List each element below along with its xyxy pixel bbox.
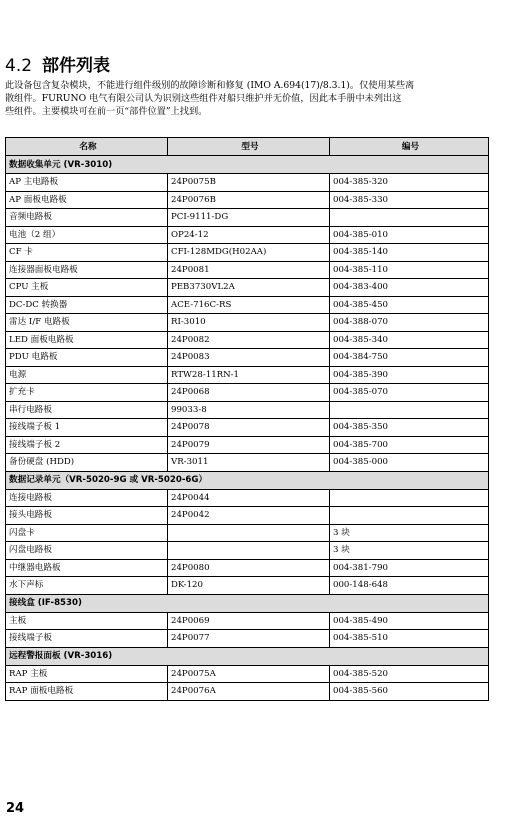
table-row: [6, 489, 489, 507]
part-model-cell: RTW28-11RN-1: [168, 366, 330, 384]
part-code-cell: 004-385-330: [330, 191, 489, 209]
parts-table-body: [6, 156, 489, 701]
section-title: 接线盒 (IF-8530): [6, 594, 489, 612]
part-code-cell: 004-385-510: [330, 630, 489, 648]
section-row: [6, 647, 489, 665]
part-name-cell: 电源: [6, 366, 168, 384]
part-name-cell: 雷达 I/F 电路板: [6, 314, 168, 332]
intro-paragraph: [5, 79, 491, 118]
part-model-cell: 24P0082: [168, 331, 330, 349]
part-name-cell: RAP 面板电路板: [6, 683, 168, 701]
part-name-cell: LED 面板电路板: [6, 331, 168, 349]
table-row: [6, 244, 489, 262]
part-name-cell: 连接电路板: [6, 489, 168, 507]
part-name-cell: 扩充卡: [6, 384, 168, 402]
table-row: [6, 683, 489, 701]
part-name-cell: 电池（2 组）: [6, 226, 168, 244]
part-code-cell: 004-385-070: [330, 384, 489, 402]
part-model-cell: [168, 524, 330, 542]
section-row: [6, 594, 489, 612]
intro-line: 散组件。FURUNO 电气有限公司认为识别这些组件对船只维护并无价值，因此本手册中未列出这: [5, 93, 402, 104]
part-model-cell: [168, 542, 330, 560]
part-model-cell: 24P0083: [168, 349, 330, 367]
part-code-cell: 004-385-350: [330, 419, 489, 437]
part-code-cell: 004-385-450: [330, 296, 489, 314]
table-row: [6, 314, 489, 332]
part-name-cell: 接线端子板 1: [6, 419, 168, 437]
table-row: [6, 524, 489, 542]
part-code-cell: 3 块: [330, 542, 489, 560]
part-model-cell: 24P0068: [168, 384, 330, 402]
part-model-cell: 24P0069: [168, 612, 330, 630]
part-name-cell: 串行电路板: [6, 401, 168, 419]
part-code-cell: 004-383-400: [330, 279, 489, 297]
part-name-cell: 水下声标: [6, 577, 168, 595]
table-row: [6, 366, 489, 384]
part-code-cell: 004-385-000: [330, 454, 489, 472]
part-model-cell: 24P0076A: [168, 683, 330, 701]
part-code-cell: 004-385-490: [330, 612, 489, 630]
part-code-cell: 004-385-140: [330, 244, 489, 262]
intro-line: 些组件。主要模块可在前一页“部件位置”上找到。: [5, 106, 208, 117]
part-code-cell: 3 块: [330, 524, 489, 542]
part-model-cell: VR-3011: [168, 454, 330, 472]
part-name-cell: 音频电路板: [6, 209, 168, 227]
section-title: 数据记录单元（VR-5020-9G 或 VR-5020-6G）: [6, 471, 489, 489]
table-row: [6, 174, 489, 192]
table-row: [6, 436, 489, 454]
part-model-cell: 99033-8: [168, 401, 330, 419]
page-number: 24: [6, 801, 25, 816]
part-model-cell: 24P0075A: [168, 665, 330, 683]
part-model-cell: RI-3010: [168, 314, 330, 332]
part-name-cell: 闪盘卡: [6, 524, 168, 542]
part-code-cell: 004-384-750: [330, 349, 489, 367]
table-row: [6, 507, 489, 525]
section-row: [6, 156, 489, 174]
part-code-cell: [330, 507, 489, 525]
part-code-cell: [330, 489, 489, 507]
part-code-cell: 004-385-110: [330, 261, 489, 279]
table-row: [6, 384, 489, 402]
part-name-cell: 接线端子板: [6, 630, 168, 648]
part-code-cell: 004-385-010: [330, 226, 489, 244]
table-row: [6, 665, 489, 683]
part-code-cell: [330, 401, 489, 419]
section-number: 4.2: [5, 56, 33, 76]
part-name-cell: 中继器电路板: [6, 559, 168, 577]
table-row: [6, 630, 489, 648]
part-model-cell: PEB3730VL2A: [168, 279, 330, 297]
part-name-cell: CF 卡: [6, 244, 168, 262]
part-model-cell: 24P0081: [168, 261, 330, 279]
part-model-cell: 24P0079: [168, 436, 330, 454]
table-header-row: [6, 138, 489, 156]
part-model-cell: 24P0078: [168, 419, 330, 437]
table-row: [6, 542, 489, 560]
part-code-cell: 004-385-520: [330, 665, 489, 683]
part-model-cell: 24P0042: [168, 507, 330, 525]
part-name-cell: 接头电路板: [6, 507, 168, 525]
part-model-cell: 24P0076B: [168, 191, 330, 209]
part-code-cell: 004-385-700: [330, 436, 489, 454]
header-code: 编号: [330, 138, 489, 156]
part-name-cell: RAP 主板: [6, 665, 168, 683]
table-row: [6, 331, 489, 349]
part-name-cell: AP 主电路板: [6, 174, 168, 192]
part-name-cell: DC-DC 转换器: [6, 296, 168, 314]
section-title: 数据收集单元 (VR-3010): [6, 156, 489, 174]
table-row: [6, 419, 489, 437]
part-code-cell: 004-385-340: [330, 331, 489, 349]
table-row: [6, 226, 489, 244]
section-title: 部件列表: [42, 56, 111, 76]
part-model-cell: 24P0080: [168, 559, 330, 577]
header-name: 名称: [6, 138, 168, 156]
table-row: [6, 349, 489, 367]
part-name-cell: 接线端子板 2: [6, 436, 168, 454]
table-row: [6, 577, 489, 595]
section-heading: [5, 51, 110, 76]
table-row: [6, 612, 489, 630]
part-name-cell: 备份硬盘 (HDD): [6, 454, 168, 472]
part-model-cell: PCI-9111-DG: [168, 209, 330, 227]
part-code-cell: 004-385-560: [330, 683, 489, 701]
part-code-cell: 004-385-320: [330, 174, 489, 192]
table-row: [6, 401, 489, 419]
part-name-cell: 连接器面板电路板: [6, 261, 168, 279]
part-model-cell: ACE-716C-RS: [168, 296, 330, 314]
table-row: [6, 296, 489, 314]
part-code-cell: 004-385-390: [330, 366, 489, 384]
header-model: 型号: [168, 138, 330, 156]
part-model-cell: CFI-128MDG(H02AA): [168, 244, 330, 262]
part-name-cell: 闪盘电路板: [6, 542, 168, 560]
table-row: [6, 454, 489, 472]
part-model-cell: DK-120: [168, 577, 330, 595]
part-model-cell: 24P0075B: [168, 174, 330, 192]
part-code-cell: 004-381-790: [330, 559, 489, 577]
part-code-cell: [330, 209, 489, 227]
table-row: [6, 261, 489, 279]
part-name-cell: PDU 电路板: [6, 349, 168, 367]
part-name-cell: CPU 主板: [6, 279, 168, 297]
part-name-cell: 主板: [6, 612, 168, 630]
table-row: [6, 279, 489, 297]
table-row: [6, 191, 489, 209]
part-name-cell: AP 面板电路板: [6, 191, 168, 209]
section-row: [6, 471, 489, 489]
part-code-cell: 000-148-648: [330, 577, 489, 595]
part-code-cell: 004-388-070: [330, 314, 489, 332]
section-title: 远程警报面板 (VR-3016): [6, 647, 489, 665]
parts-table: [5, 137, 489, 701]
table-row: [6, 559, 489, 577]
table-row: [6, 209, 489, 227]
intro-line: 此设备包含复杂模块，不能进行组件级别的故障诊断和修复 (IMO A.694(17)/8.3.1)。仅使用某些离: [5, 80, 415, 91]
part-model-cell: 24P0044: [168, 489, 330, 507]
part-model-cell: 24P0077: [168, 630, 330, 648]
part-model-cell: OP24-12: [168, 226, 330, 244]
